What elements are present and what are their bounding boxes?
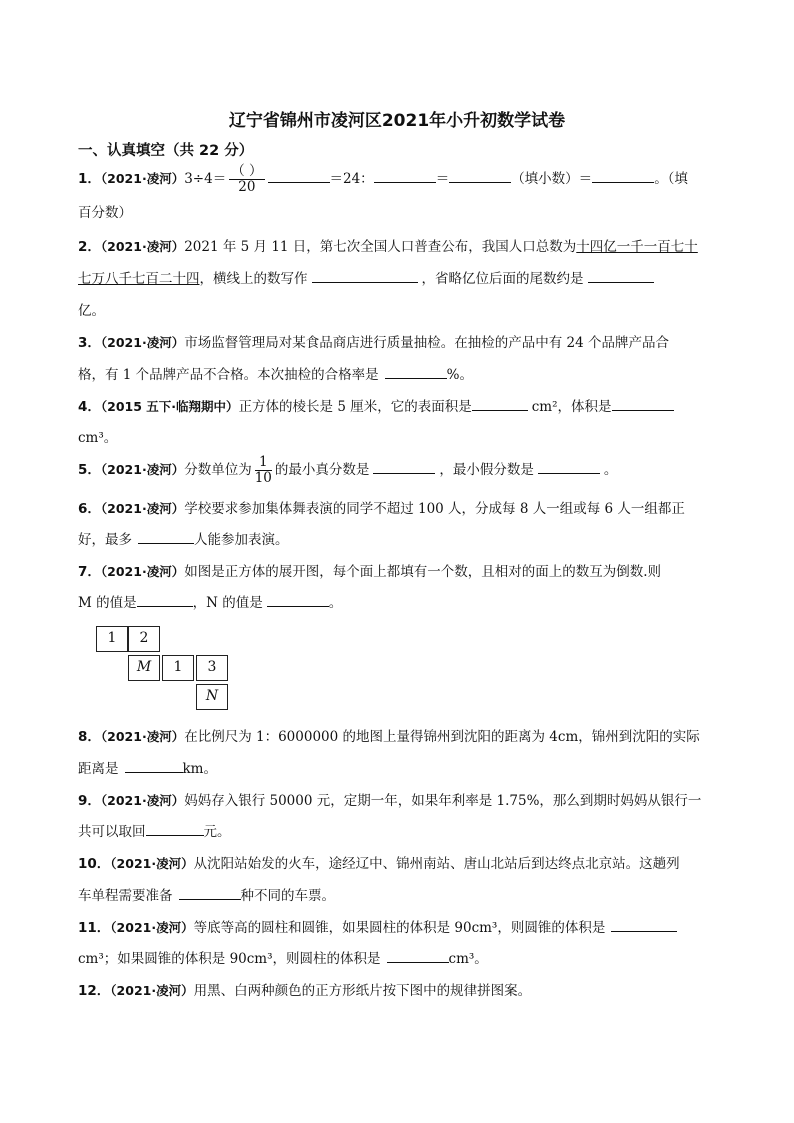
question-2 xyxy=(78,232,718,262)
question-text: 分数单位为 xyxy=(184,462,252,478)
question-5 xyxy=(78,455,718,486)
fraction-numerator: （ ） xyxy=(231,163,263,179)
underlined-text: 七万八千七百二十四 xyxy=(78,271,200,287)
question-text: km。 xyxy=(182,761,217,777)
question-text: 学校要求参加集体舞表演的同学不超过 100 人，分成每 8 人一组或每 6 人一组都正 xyxy=(184,501,685,517)
question-text: 在比例尺为 1：6000000 的地图上量得锦州到沈阳的距离为 4cm，锦州到沈阳的实际 xyxy=(184,729,700,745)
question-10-line2 xyxy=(78,881,718,911)
question-source: （2021·凌河） xyxy=(100,501,185,516)
net-cell-m: M xyxy=(128,655,160,681)
answer-blank[interactable] xyxy=(385,364,447,379)
answer-blank[interactable] xyxy=(612,396,674,411)
question-text: 人能参加表演。 xyxy=(194,532,289,548)
question-number: 9． xyxy=(78,793,101,809)
question-text: 的最小真分数是 xyxy=(274,462,370,478)
question-text: cm²，体积是 xyxy=(531,399,612,415)
question-4-line2: cm³。 xyxy=(78,430,118,446)
question-12 xyxy=(78,976,718,1006)
question-number: 11． xyxy=(78,920,111,936)
question-number: 2． xyxy=(78,239,101,255)
question-number: 7． xyxy=(78,564,101,580)
net-cell: 2 xyxy=(128,626,160,652)
answer-blank[interactable] xyxy=(267,592,329,607)
question-8 xyxy=(78,722,718,752)
answer-blank[interactable] xyxy=(472,396,528,411)
question-number: 4． xyxy=(78,399,101,415)
question-text: 格，有 1 个品牌产品不合格。本次抽检的合格率是 xyxy=(78,367,379,383)
answer-blank[interactable] xyxy=(592,168,654,183)
question-text: 元。 xyxy=(203,824,231,840)
question-text: 等底等高的圆柱和圆锥，如果圆柱的体积是 90cm³，则圆锥的体积是 xyxy=(193,920,606,936)
question-source: （2021·凌河） xyxy=(100,564,185,579)
question-text: 从沈阳站始发的火车，途经辽中、锦州南站、唐山北站后到达终点北京站。这趟列 xyxy=(193,856,680,872)
question-6-line2 xyxy=(78,525,718,555)
question-7-line2 xyxy=(78,588,718,618)
question-9 xyxy=(78,786,718,816)
question-8-line2 xyxy=(78,754,718,784)
question-text: 3÷4＝ xyxy=(184,171,227,187)
question-source: （2021·凌河） xyxy=(110,920,194,935)
question-text: cm³；如果圆锥的体积是 90cm³，则圆柱的体积是 xyxy=(78,951,381,967)
question-text: ，横线上的数写作 xyxy=(199,271,308,287)
question-source: （2021·凌河） xyxy=(100,729,185,744)
net-cell: 1 xyxy=(162,655,194,681)
question-text: 。 xyxy=(328,595,343,611)
answer-blank[interactable] xyxy=(179,885,241,900)
answer-blank[interactable] xyxy=(588,268,654,283)
question-text: ，N 的值是 xyxy=(192,595,263,611)
question-text: 好，最多 xyxy=(78,532,132,548)
question-11-line2 xyxy=(78,944,718,974)
question-text: 市场监督管理局对某食品商店进行质量抽检。在抽检的产品中有 24 个品牌产品合 xyxy=(184,335,669,351)
question-source: （2021·凌河） xyxy=(100,171,185,186)
answer-blank[interactable] xyxy=(146,821,204,836)
question-text: 如图是正方体的展开图，每个面上都填有一个数，且相对的面上的数互为倒数.则 xyxy=(184,564,661,580)
question-3 xyxy=(78,328,718,358)
question-text: 妈妈存入银行 50000 元，定期一年，如果年利率是 1.75%，那么到期时妈妈从银行一 xyxy=(184,793,702,809)
question-number: 6． xyxy=(78,501,101,517)
cube-net-figure xyxy=(96,626,236,710)
question-number: 10． xyxy=(78,856,111,872)
fraction xyxy=(255,455,272,486)
answer-blank[interactable] xyxy=(373,459,435,474)
question-text: 车单程需要准备 xyxy=(78,888,173,904)
question-text: 共可以取回 xyxy=(78,824,146,840)
question-text: ，省略亿位后面的尾数约是 xyxy=(421,271,584,287)
answer-blank[interactable] xyxy=(387,948,449,963)
question-text: （填小数）＝ xyxy=(511,171,593,187)
question-text: 距离是 xyxy=(78,761,119,777)
question-text: 2021 年 5 月 11 日，第七次全国人口普查公布，我国人口总数为 xyxy=(184,239,577,255)
fraction-denominator: 10 xyxy=(254,470,272,486)
question-source: （2021·凌河） xyxy=(110,983,194,998)
page-title: 辽宁省锦州市凌河区2021年小升初数学试卷 xyxy=(228,111,566,131)
question-text: M 的值是 xyxy=(78,595,137,611)
question-text: 。 xyxy=(603,462,618,478)
fraction xyxy=(229,164,264,195)
question-9-line2 xyxy=(78,817,718,847)
question-11 xyxy=(78,913,718,943)
underlined-text: 十四亿一千一百七十 xyxy=(576,239,698,255)
question-4 xyxy=(78,392,718,422)
answer-blank[interactable] xyxy=(374,168,436,183)
question-number: 8． xyxy=(78,729,101,745)
question-text: ＝ xyxy=(435,171,450,187)
question-text: 。（填 xyxy=(654,171,688,187)
answer-blank[interactable] xyxy=(125,758,183,773)
answer-blank[interactable] xyxy=(138,529,194,544)
question-7 xyxy=(78,557,718,587)
question-2-line2 xyxy=(78,264,718,294)
question-source: （2021·凌河） xyxy=(100,462,185,477)
question-1 xyxy=(78,164,718,195)
question-number: 1． xyxy=(78,171,101,187)
question-6 xyxy=(78,494,718,524)
question-text: 正方体的棱长是 5 厘米，它的表面积是 xyxy=(238,399,472,415)
question-source: （2021·凌河） xyxy=(100,239,185,254)
answer-blank[interactable] xyxy=(268,168,330,183)
fraction-numerator: 1 xyxy=(255,455,272,471)
net-cell: 3 xyxy=(196,655,228,681)
question-3-line2 xyxy=(78,360,718,390)
answer-blank[interactable] xyxy=(137,592,193,607)
question-text: 种不同的车票。 xyxy=(240,888,335,904)
question-text: ＝24： xyxy=(329,171,374,187)
net-cell: 1 xyxy=(96,626,128,652)
question-source: （2015 五下·临翔期中） xyxy=(100,399,239,414)
section-heading: 一、认真填空（共 22 分） xyxy=(78,143,254,159)
answer-blank[interactable] xyxy=(611,917,677,932)
question-text: 用黑、白两种颜色的正方形纸片按下图中的规律拼图案。 xyxy=(193,983,532,999)
answer-blank[interactable] xyxy=(538,459,600,474)
question-source: （2021·凌河） xyxy=(100,335,185,350)
question-text: cm³。 xyxy=(448,951,488,967)
question-text: %。 xyxy=(446,367,473,383)
question-text: ，最小假分数是 xyxy=(439,462,534,478)
answer-blank[interactable] xyxy=(312,268,418,283)
question-number: 3． xyxy=(78,335,101,351)
fraction-denominator: 20 xyxy=(238,179,256,195)
question-10 xyxy=(78,849,718,879)
question-source: （2021·凌河） xyxy=(100,793,185,808)
answer-blank[interactable] xyxy=(449,168,511,183)
question-source: （2021·凌河） xyxy=(110,856,194,871)
question-2-line3: 亿。 xyxy=(78,303,105,319)
net-cell-n: N xyxy=(196,684,228,710)
question-1-line2: 百分数） xyxy=(78,205,132,221)
question-number: 5． xyxy=(78,462,101,478)
question-number: 12． xyxy=(78,983,111,999)
